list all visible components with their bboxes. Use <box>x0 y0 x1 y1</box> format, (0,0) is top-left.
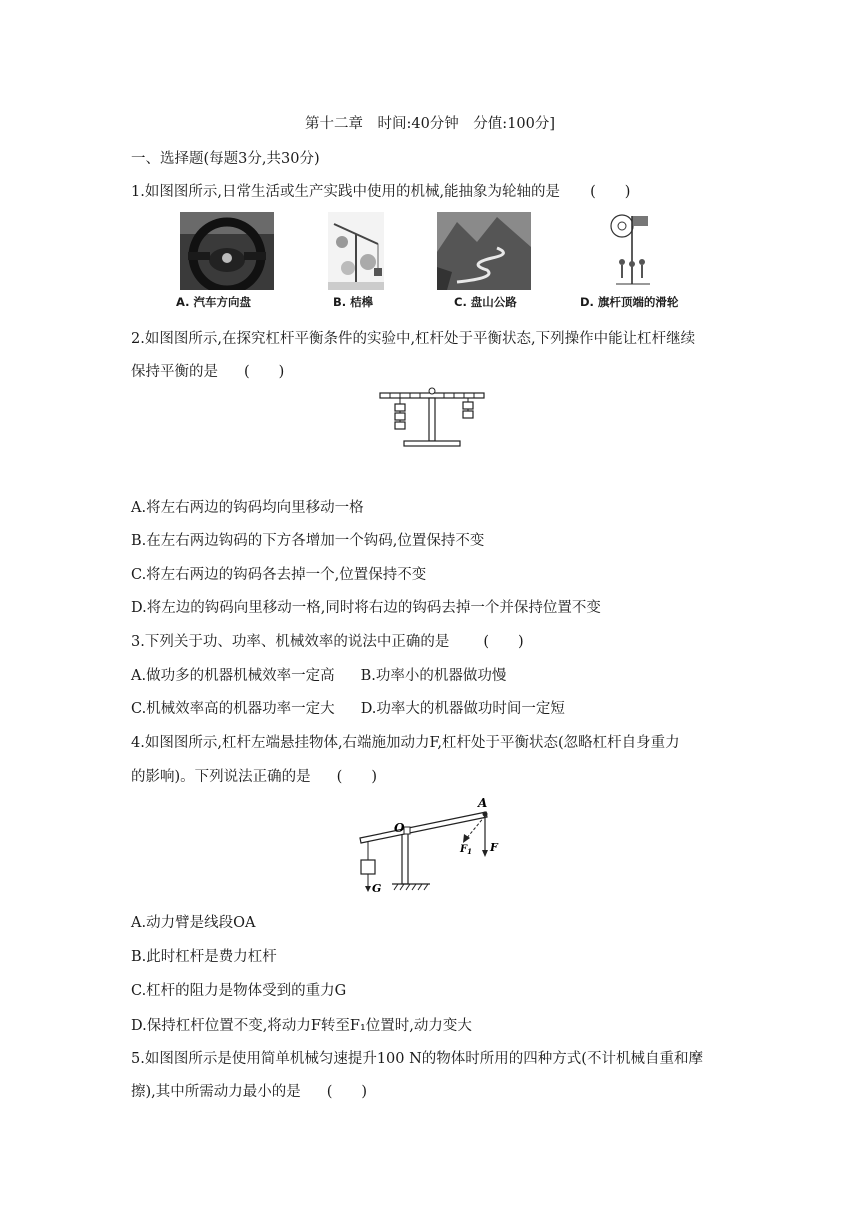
question-4-option-c: C.杠杆的阻力是物体受到的重力G <box>131 983 347 999</box>
lever-force-figure <box>356 794 506 898</box>
question-1-figures <box>170 212 690 316</box>
answer-paren: ( ) <box>244 364 285 380</box>
question-2-option-c: C.将左右两边的钩码各去掉一个,位置保持不变 <box>131 567 427 583</box>
question-3-option-d: D.功率大的机器做功时间一定短 <box>360 701 565 717</box>
flagpole-pulley-sketch <box>606 212 662 292</box>
question-2-stem-line1: 2.如图图所示,在探究杠杆平衡条件的实验中,杠杆处于平衡状态,下列操作中能让杠杆继续 <box>131 331 696 347</box>
question-5-stem-line1: 5.如图图所示是使用简单机械匀速提升100 N的物体时所用的四种方式(不计机械自重和摩 <box>131 1051 703 1067</box>
question-3-options-ab <box>131 664 506 685</box>
steering-wheel-photo <box>180 212 274 290</box>
jiegao-sketch <box>328 212 384 290</box>
mountain-road-photo <box>437 212 531 290</box>
figure-caption-c: C. 盘山公路 <box>454 295 517 309</box>
question-4-stem-line2: 的影响)。下列说法正确的是 ( ) <box>131 765 377 786</box>
lever-balance-figure <box>376 386 488 452</box>
force-f-label: F <box>490 841 498 854</box>
question-1-stem: 1.如图图所示,日常生活或生产实践中使用的机械,能抽象为轮轴的是 ( ) <box>131 180 630 201</box>
figure-caption-d: D. 旗杆顶端的滑轮 <box>580 295 679 309</box>
question-4-option-b: B.此时杠杆是费力杠杆 <box>131 949 277 965</box>
chapter-header: 第十二章 时间:40分钟 分值:100分] <box>304 116 556 132</box>
question-3-options-cd <box>131 697 565 718</box>
question-2-option-b: B.在左右两边钩码的下方各增加一个钩码,位置保持不变 <box>131 533 485 549</box>
question-4-option-a: A.动力臂是线段OA <box>131 915 256 931</box>
question-4-stem-line1: 4.如图图所示,杠杆左端悬挂物体,右端施加动力F,杠杆处于平衡状态(忽略杠杆自身重力 <box>131 735 680 751</box>
answer-paren: ( ) <box>590 184 631 200</box>
answer-paren: ( ) <box>326 1084 368 1100</box>
answer-paren: ( ) <box>483 634 524 650</box>
question-4-option-d: D.保持杠杆位置不变,将动力F转至F₁位置时,动力变大 <box>131 1018 472 1034</box>
force-f1-label: $F_1$ <box>460 844 472 856</box>
answer-paren: ( ) <box>336 769 377 785</box>
question-3-option-c: C.机械效率高的机器功率一定大 <box>131 701 335 717</box>
question-3-option-b: B.功率小的机器做功慢 <box>360 668 507 684</box>
question-2-option-a: A.将左右两边的钩码均向里移动一格 <box>131 500 364 516</box>
figure-caption-b: B. 桔槔 <box>333 295 374 309</box>
question-5-stem-line2: 擦),其中所需动力最小的是 ( ) <box>131 1080 367 1101</box>
point-o-label: O <box>394 821 405 835</box>
figure-caption-a: A. 汽车方向盘 <box>176 295 251 309</box>
gravity-g-label: G <box>372 882 382 895</box>
point-a-label: A <box>478 796 488 810</box>
section-title: 一、选择题(每题3分,共30分) <box>131 151 320 167</box>
question-2-option-d: D.将左边的钩码向里移动一格,同时将右边的钩码去掉一个并保持位置不变 <box>131 600 601 616</box>
question-3-stem: 3.下列关于功、功率、机械效率的说法中正确的是 ( ) <box>131 630 524 651</box>
question-3-option-a: A.做功多的机器机械效率一定高 <box>131 668 335 684</box>
question-2-stem-line2: 保持平衡的是 ( ) <box>131 360 284 381</box>
